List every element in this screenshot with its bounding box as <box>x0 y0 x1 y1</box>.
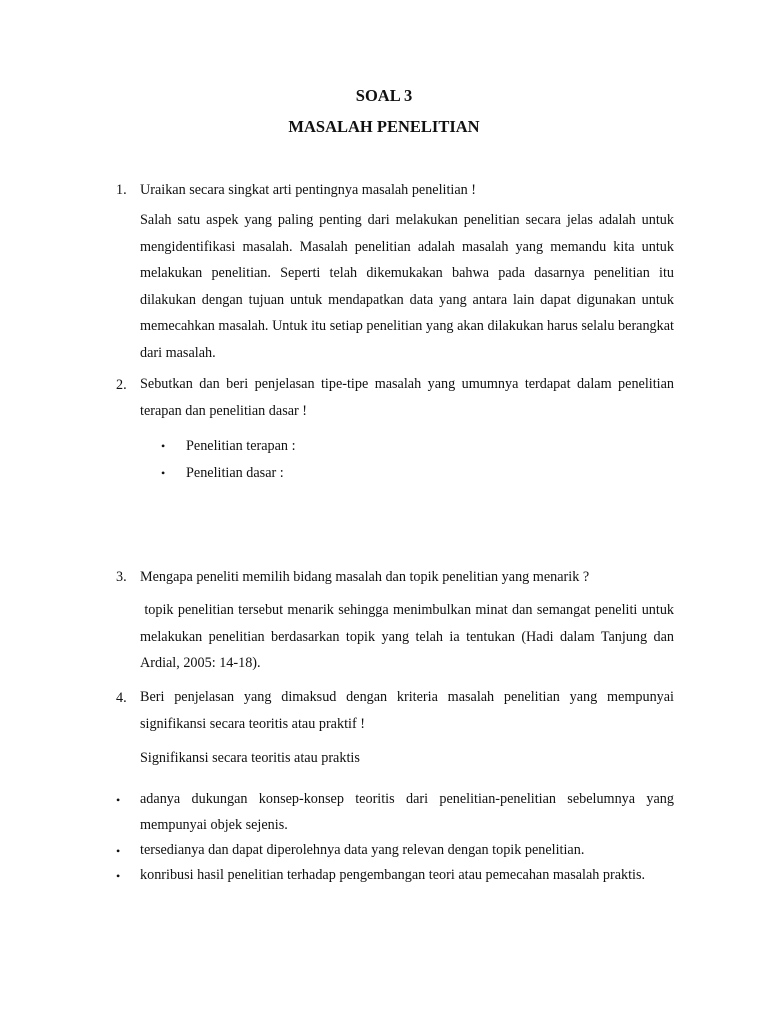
q1-number: 1. <box>116 182 127 198</box>
q2-bullet-1: Penelitian terapan : <box>186 438 296 454</box>
q2-number: 2. <box>116 377 127 393</box>
q4-answer-heading: Signifikansi secara teoritis atau praktis <box>140 750 360 766</box>
document-title: SOAL 3 <box>355 86 413 105</box>
q3-number: 3. <box>116 569 127 585</box>
q4-number: 4. <box>116 690 127 706</box>
q4-bullet-1: adanya dukungan konsep-konsep teoritis dari penelitian-penelitian sebelumnya yang mempunyai objek sejenis. <box>140 791 674 833</box>
q3-question: Mengapa peneliti memilih bidang masalah dan topik penelitian yang menarik ? <box>140 569 590 585</box>
bullet-icon: • <box>116 793 121 807</box>
q4-bullet-2: tersedianya dan dapat diperolehnya data yang relevan dengan topik penelitian. <box>140 842 585 858</box>
q4-question: Beri penjelasan yang dimaksud dengan kriteria masalah penelitian yang mempunyai signifikansi secara teoritis atau praktif ! <box>140 689 674 732</box>
q1-answer: Salah satu aspek yang paling penting dari melakukan penelitian secara jelas adalah untuk mengidentifikasi masalah. Masalah penelitian adalah masalah yang memandu kita untuk melakukan penelitian. Seperti telah dikemukakan bahwa pada dasarnya penelitian itu dilakukan dengan tujuan untuk mendapatkan data yang antara lain dapat digunakan untuk memecahkan masalah. Untuk itu setiap penelitian yang akan dilakukan harus selalu berangkat dari masalah. <box>140 212 674 361</box>
q2-bullet-2: Penelitian dasar : <box>186 465 284 481</box>
q1-question: Uraikan secara singkat arti pentingnya masalah penelitian ! <box>140 182 477 198</box>
q4-bullet-3: konribusi hasil penelitian terhadap pengembangan teori atau pemecahan masalah praktis. <box>140 867 646 883</box>
document-subtitle: MASALAH PENELITIAN <box>288 117 480 136</box>
bullet-icon: • <box>116 869 121 883</box>
bullet-icon: • <box>116 844 121 858</box>
bullet-icon: • <box>161 439 166 453</box>
q2-question: Sebutkan dan beri penjelasan tipe-tipe masalah yang umumnya terdapat dalam penelitian terapan dan penelitian dasar ! <box>140 376 674 419</box>
bullet-icon: • <box>161 466 166 480</box>
q3-answer: topik penelitian tersebut menarik sehingga menimbulkan minat dan semangat peneliti untuk melakukan penelitian berdasarkan topik yang telah ia tentukan (Hadi dalam Tanjung dan Ardial, 2005: 14-18). <box>140 602 678 671</box>
